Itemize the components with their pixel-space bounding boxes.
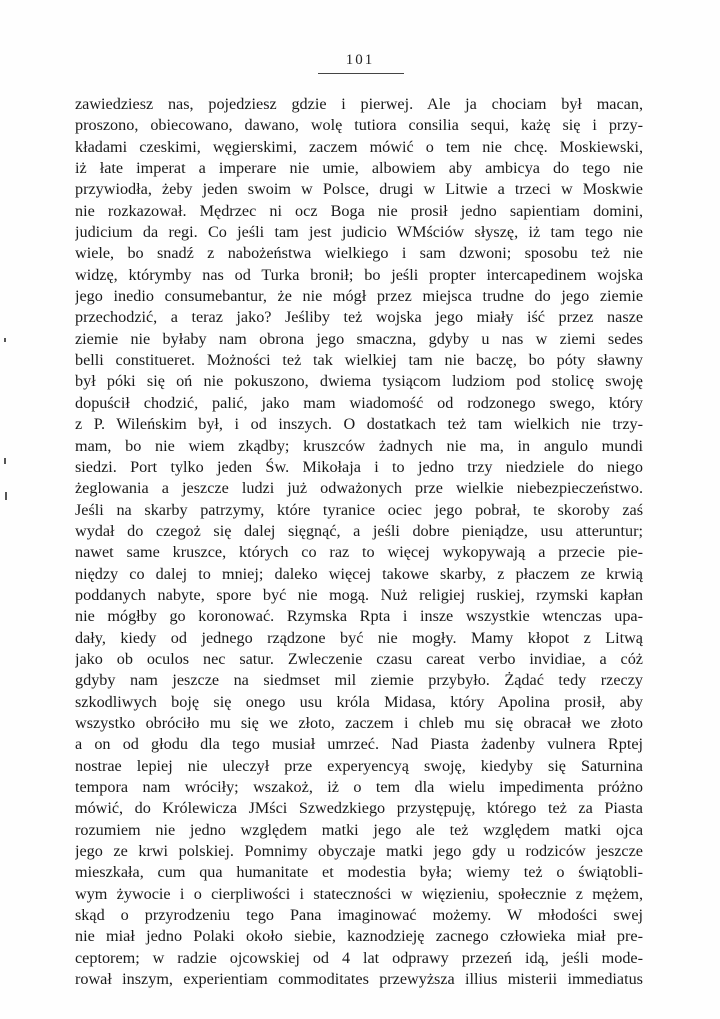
text-line: Jeśli na skarby patrzymy, które tyranice ociec jego pobrał, te skoroby zaś xyxy=(75,500,643,519)
text-line: nostrae lepiej nie uleczył prze experyencyą swoję, kiedyby się Saturnina xyxy=(75,756,643,775)
text-line: rozumiem nie jedno względem matki jego ale też względem matki ojca xyxy=(75,820,643,839)
text-line: mówić, do Królewicza JMści Szwedzkiego przystępuję, którego też za Piasta xyxy=(75,799,643,818)
text-line: kładami czeskimi, węgierskimi, zaczem mówić o tem nie chcę. Moskiewski, xyxy=(75,137,643,156)
text-line: proszono, obiecowano, dawano, wolę tutiora consilia sequi, każę się i przy- xyxy=(75,116,643,135)
text-line: ziemie nie byłaby nam obrona jego smaczna, gdyby u nas w ziemi sedes xyxy=(75,329,643,348)
text-line: zawiedziesz nas, pojedziesz gdzie i pierwej. Ale ja chociam był macan, xyxy=(75,95,643,113)
text-line: nawet same kruszce, których co raz to więcej wykopywają a przecie pie- xyxy=(75,543,643,562)
text-line: szkodliwych boję się onego usu króla Midasa, który Apolina prosił, aby xyxy=(75,692,643,711)
text-line: dały, kiedy od jednego rządzone być nie mogły. Mamy kłopot z Litwą xyxy=(75,628,643,647)
text-line: żeglowania a jeszcze ludzi już odważonych prze wielkie niebezpieczeństwo. xyxy=(75,479,643,498)
text-line: ceptorem; w radzie ojcowskiej od 4 lat odprawy przezeń idą, jeśli mode- xyxy=(75,948,643,967)
text-line: a on od głodu dla tego musiał umrzeć. Nad Piasta żadenby vulnera Rptej xyxy=(75,735,643,754)
text-line: tempora nam wróciły; wszakoż, iż o tem dla wielu impedimenta próżno xyxy=(75,778,643,796)
text-line: wiele, bo snadź z nabożeństwa wielkiego i sam dzwoni; sposobu też nie xyxy=(75,244,643,263)
text-line: niędzy co dalej to mniej; daleko więcej takowe skarby, z płaczem ze krwią xyxy=(75,564,643,583)
text-line: nie miał jedno Polaki około siebie, kaznodzieję zacnego człowieka miał pre- xyxy=(75,927,643,946)
text-line: rował inszym, experientiam commoditates przewyższa illius misterii immediatus xyxy=(75,970,643,989)
text-line: judicium da regi. Co jeśli tam jest judicio WMściów słyszę, iż tam tego nie xyxy=(75,223,643,242)
text-line: iż łate imperat a imperare nie umie, albowiem aby ambicya do tego nie xyxy=(75,159,643,178)
text-line: przywiodła, żeby jeden swoim w Polsce, drugi w Litwie a trzeci w Moskwie xyxy=(75,180,643,199)
text-line: wszystko obróciło mu się we złoto, zaczem i chleb mu się obracał we złoto xyxy=(75,713,643,732)
text-line: dopuścił chodzić, palić, jako mam wiadomość od rodzonego swego, który xyxy=(75,393,643,412)
text-line: widzę, którymby nas od Turka bronił; bo jeśli propter intercapedinem wojska xyxy=(75,265,643,284)
text-line: jego inedio consumebantur, że nie mógł przez miejsca trudne do jego ziemie xyxy=(75,287,643,306)
text-line: przechodzić, a teraz jako? Jeśliby też wojska jego miały iść przez nasze xyxy=(75,308,643,327)
text-line: z P. Wileńskim był, i od inszych. O dostatkach też tam wielkich nie trzy- xyxy=(75,415,643,434)
scan-edge-mark xyxy=(4,458,6,464)
header-rule xyxy=(318,73,404,74)
scan-edge-mark xyxy=(5,492,7,500)
text-line: poddanych nabyte, spore być nie mogą. Nuż religiej ruskiej, rzymski kapłan xyxy=(75,585,643,604)
text-line: belli constitueret. Możności też tak wielkiej tam nie baczę, bo póty sławny xyxy=(75,351,643,370)
text-line: jako ob oculos nec satur. Zwleczenie czasu careat verbo invidiae, a cóż xyxy=(75,649,643,668)
text-line: jego ze krwi polskiej. Pomnimy obyczaje matki jego gdy u rodziców jeszcze xyxy=(75,842,643,861)
text-line: nie rozkazował. Mędrzec ni ocz Boga nie prosił jedno sapientiam domini, xyxy=(75,201,643,220)
text-line: wym żywocie i o cierpliwości i stateczności w więzieniu, społecznie z mężem, xyxy=(75,884,643,903)
scan-edge-mark xyxy=(4,338,6,342)
text-line: był póki się oń nie pokuszono, dwiema tysiącom ludziom pod stolicę swoję xyxy=(75,372,643,391)
text-line: skąd o przyrodzeniu tego Pana imaginować możemy. W młodości swej xyxy=(75,906,643,925)
text-line: mieszkała, cum qua humanitate et modestia była; wiemy też o świątobli- xyxy=(75,863,643,882)
text-line: mam, bo nie wiem zkądby; kruszców żadnych nie ma, in angulo mundi xyxy=(75,436,643,455)
text-line: wydał do czegoż się dalej sięgnąć, a jeśli dobre pieniądze, usu atteruntur; xyxy=(75,521,643,540)
body-text xyxy=(75,94,643,990)
text-line: gdyby nam jeszcze na siedmset mil ziemie przybyło. Żądać tedy rzeczy xyxy=(75,671,643,690)
text-line: siedzi. Port tylko jeden Św. Mikołaja i to jedno trzy niedziele do niego xyxy=(75,457,643,476)
text-line: nie mógłby go koronować. Rzymska Rpta i insze wszystkie wtenczas upa- xyxy=(75,607,643,626)
page-number: 101 xyxy=(345,52,375,68)
